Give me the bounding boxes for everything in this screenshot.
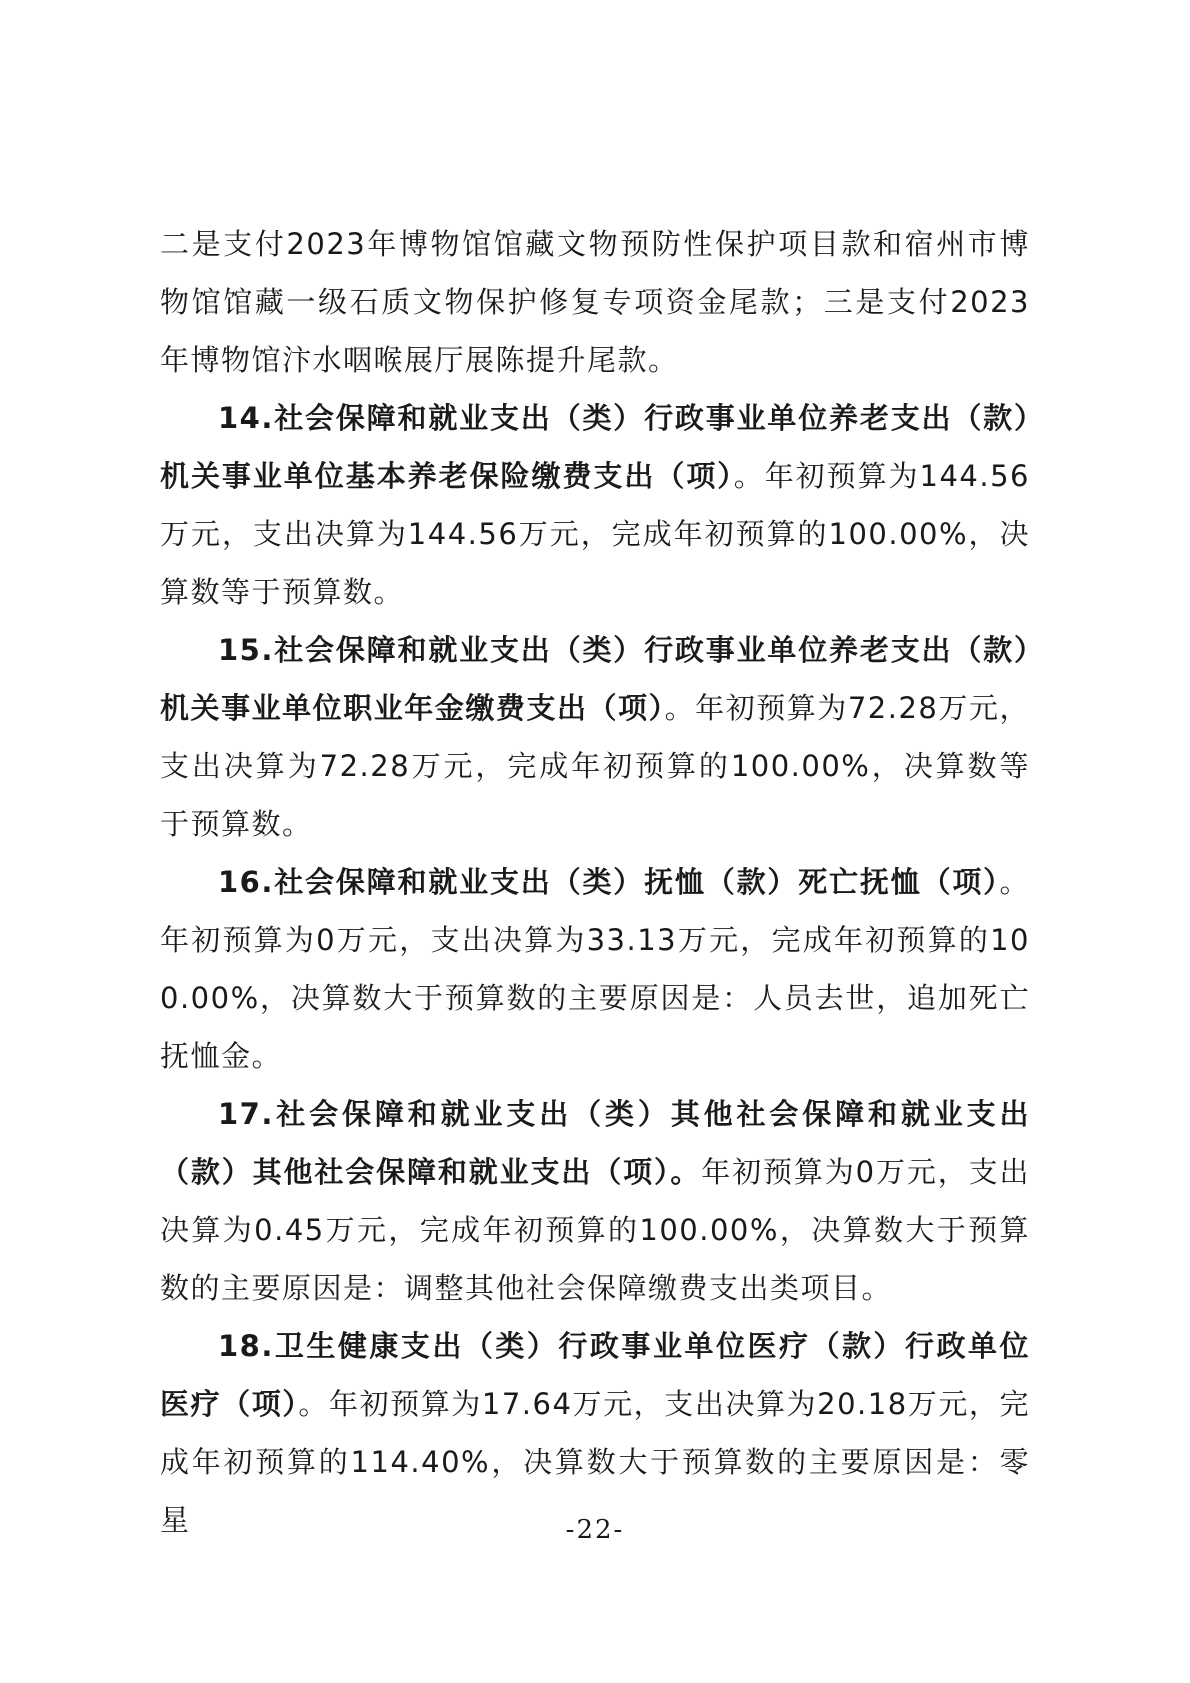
paragraph-heading: 15.社会保障和就业支出（类）行政事业单位养老支出（款）机关事业单位职业年金缴费支出（项） bbox=[160, 633, 1030, 725]
paragraph-heading: 18.卫生健康支出（类）行政事业单位医疗（款）行政单位医疗（项） bbox=[160, 1329, 1030, 1421]
page-number: -22- bbox=[565, 1515, 625, 1545]
paragraph-item-14 bbox=[160, 389, 1030, 621]
paragraph-heading: 14.社会保障和就业支出（类）行政事业单位养老支出（款）机关事业单位基本养老保险缴费支出（项） bbox=[160, 401, 1030, 493]
paragraph-body: 。年初预算为144.56万元，支出决算为144.56万元，完成年初预算的100.00%，决算数等于预算数。 bbox=[160, 459, 1030, 609]
paragraph-body: 。年初预算为0万元，支出决算为33.13万元，完成年初预算的100.00%，决算数大于预算数的主要原因是：人员去世，追加死亡抚恤金。 bbox=[160, 865, 1030, 1073]
paragraph-body: 年初预算为0万元，支出决算为0.45万元，完成年初预算的100.00%，决算数大于预算数的主要原因是：调整其他社会保障缴费支出类项目。 bbox=[160, 1155, 1030, 1305]
paragraph-body: 。年初预算为17.64万元，支出决算为20.18万元，完成年初预算的114.40%，决算数大于预算数的主要原因是：零星 bbox=[160, 1387, 1030, 1537]
paragraph-body: 。年初预算为72.28万元，支出决算为72.28万元，完成年初预算的100.00%，决算数等于预算数。 bbox=[160, 691, 1030, 841]
paragraph-item-16 bbox=[160, 853, 1030, 1085]
paragraph-continuation bbox=[160, 215, 1030, 389]
paragraph-body: 二是支付2023年博物馆馆藏文物预防性保护项目款和宿州市博物馆馆藏一级石质文物保护修复专项资金尾款；三是支付2023年博物馆汴水咽喉展厅展陈提升尾款。 bbox=[160, 227, 1030, 377]
paragraph-item-17 bbox=[160, 1085, 1030, 1317]
paragraph-heading: 17.社会保障和就业支出（类）其他社会保障和就业支出（款）其他社会保障和就业支出（项）。 bbox=[160, 1097, 1030, 1189]
paragraph-heading: 16.社会保障和就业支出（类）抚恤（款）死亡抚恤（项） bbox=[218, 865, 1000, 899]
paragraph-item-15 bbox=[160, 621, 1030, 853]
document-page bbox=[160, 215, 1030, 1549]
